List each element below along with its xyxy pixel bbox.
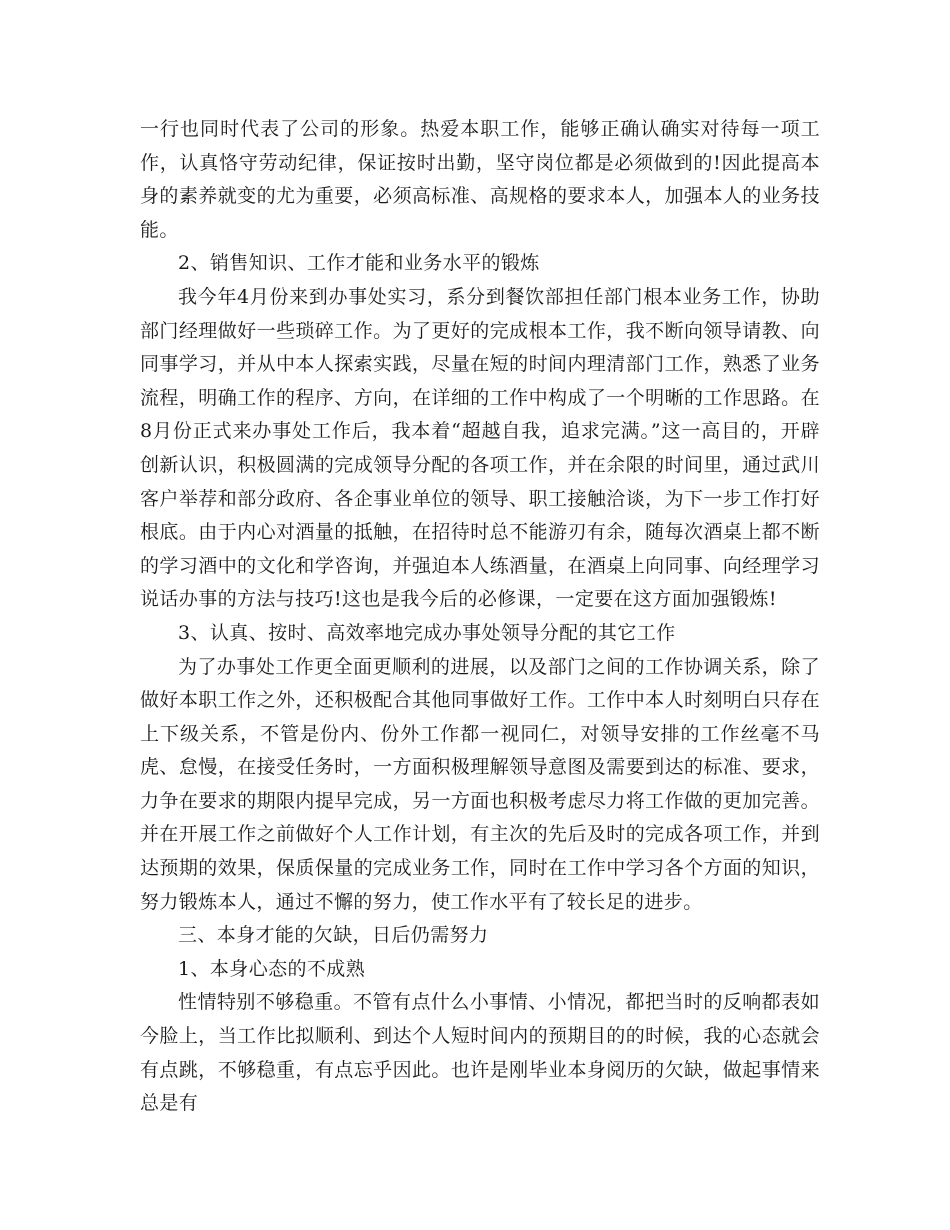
heading-sales-knowledge: 2、销售知识、工作才能和业务水平的锻炼: [178, 252, 540, 275]
heading-immaturity: 1、本身心态的不成熟: [178, 957, 366, 980]
heading-other-tasks: 3、认真、按时、高效率地完成办事处领导分配的其它工作: [178, 621, 676, 644]
document-body: [140, 113, 820, 1121]
paragraph-internship: 我今年4月份来到办事处实习，系分到餐饮部担任部门根本业务工作，协助部门经理做好一些琐碎工作。为了更好的完成根本工作，我不断向领导请教、向同事学习，并从中本人探索实践，尽量在短的时间内理清部门工作，熟悉了业务流程，明确工作的程序、方向，在详细的工作中构成了一个明晰的工作思路。在8月份正式来办事处工作后，我本着“超越自我，追求完满。”这一高目的，开辟创新认识，积极圆满的完成领导分配的各项工作，并在余限的时间里，通过武川客户举荐和部分政府、各企事业单位的领导、职工接触洽谈，为下一步工作打好根底。由于内心对酒量的抵触，在招待时总不能游刃有余，随每次酒桌上都不断的学习酒中的文化和学咨询，并强迫本人练酒量，在酒桌上向同事、向经理学习说话办事的方法与技巧!这也是我今后的必修课，一定要在这方面加强锻炼!: [140, 285, 820, 611]
paragraph-intro-continuation: 一行也同时代表了公司的形象。热爱本职工作，能够正确认确实对待每一项工作，认真恪守劳动纪律，保证按时出勤，坚守岗位都是必须做到的!因此提高本身的素养就变的尤为重要，必须高标准、高规格的要求本人，加强本人的业务技能。: [140, 118, 820, 241]
paragraph-temperament: 性情特别不够稳重。不管有点什么小事情、小情况，都把当时的反响都表如今脸上，当工作比拟顺利、到达个人短时间内的预期目的的时候，我的心态就会有点跳，不够稳重，有点忘乎因此。也许是刚毕业本身阅历的欠缺，做起事情来总是有: [140, 991, 820, 1115]
heading-shortcomings: 三、本身才能的欠缺，日后仍需努力: [178, 924, 489, 947]
paragraph-cooperation: 为了办事处工作更全面更顺利的进展，以及部门之间的工作协调关系，除了做好本职工作之外，还积极配合其他同事做好工作。工作中本人时刻明白只存在上下级关系，不管是份内、份外工作都一视同仁，对领导安排的工作丝毫不马虎、怠慢，在接受任务时，一方面积极理解领导意图及需要到达的标准、要求，力争在要求的期限内提早完成，另一方面也积极考虑尽力将工作做的更加完善。并在开展工作之前做好个人工作计划，有主次的先后及时的完成各项工作，并到达预期的效果，保质保量的完成业务工作，同时在工作中学习各个方面的知识，努力锻炼本人，通过不懈的努力，使工作水平有了较长足的进步。: [140, 655, 820, 913]
